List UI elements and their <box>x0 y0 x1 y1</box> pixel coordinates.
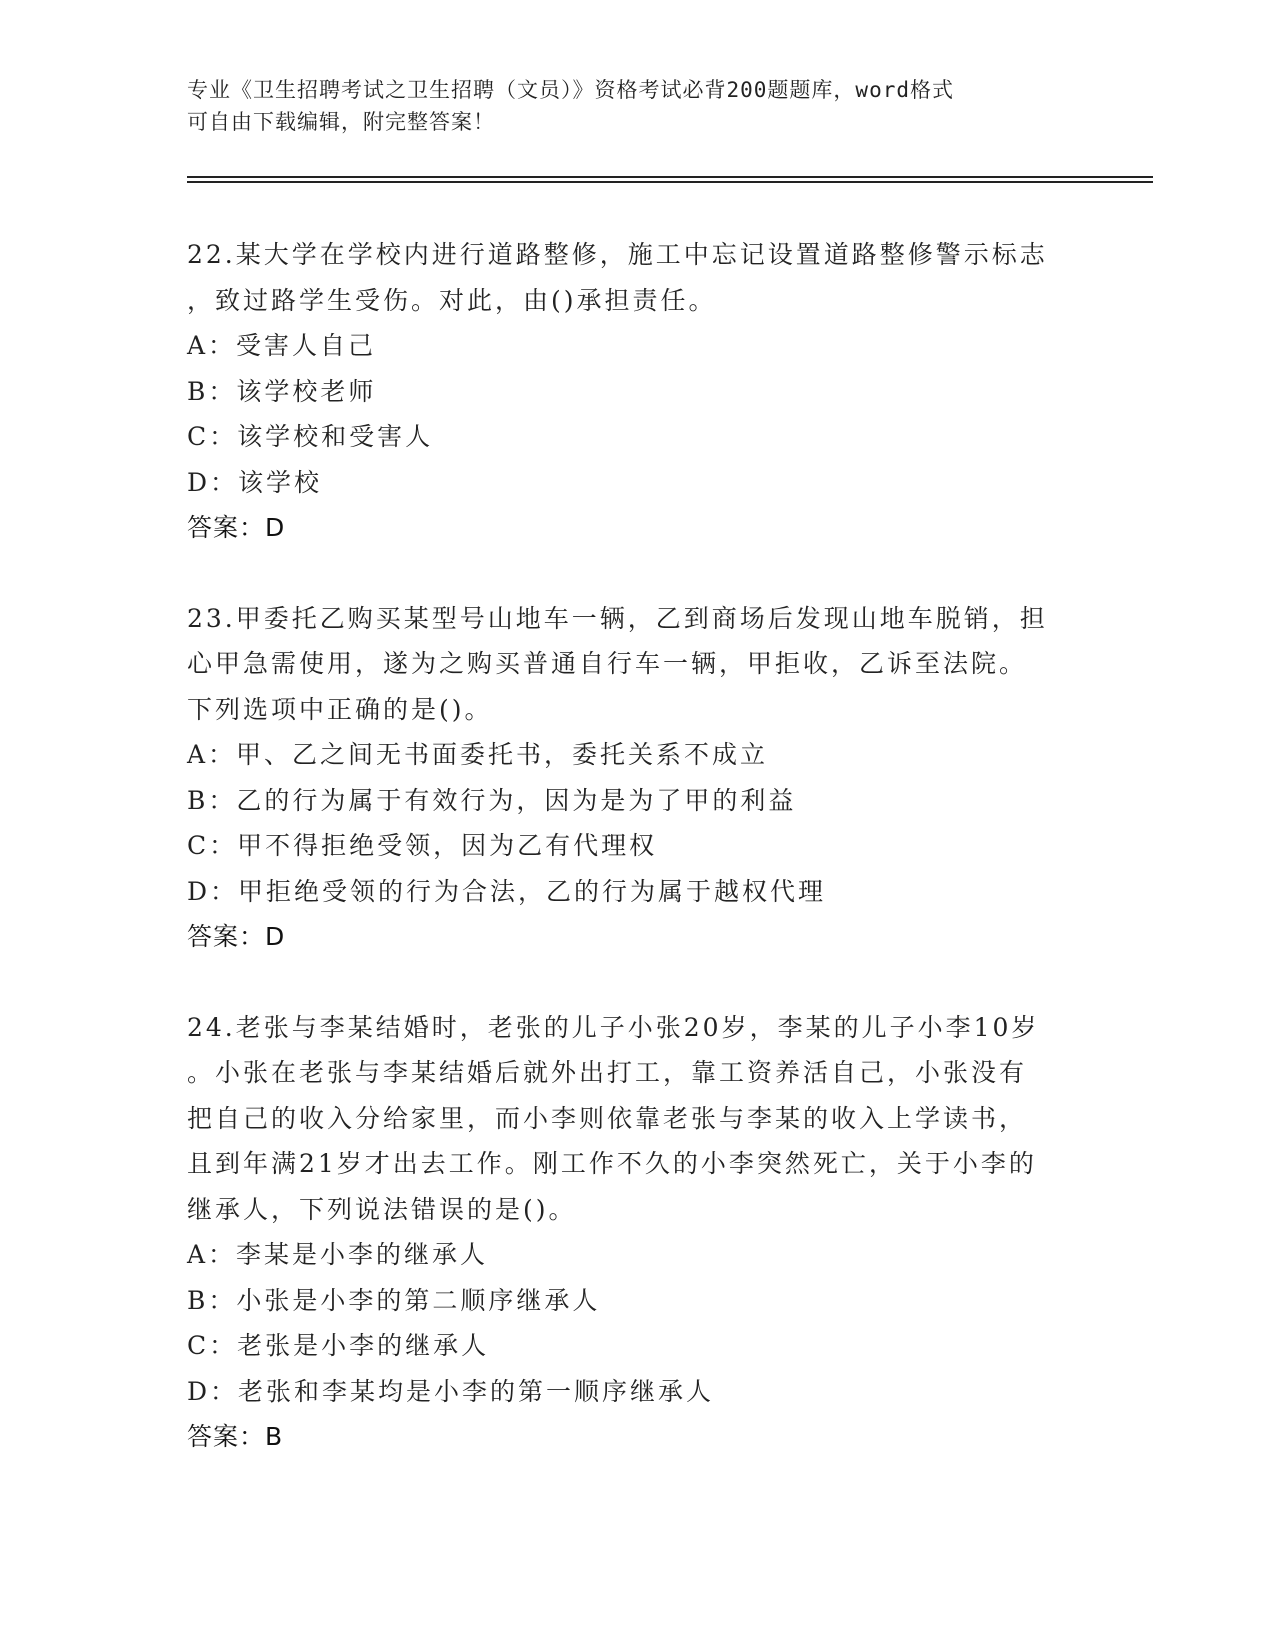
option-c: C：该学校和受害人 <box>187 422 434 451</box>
header-line-1: 专业《卫生招聘考试之卫生招聘（文员）》资格考试必背200题题库，word格式 <box>187 78 954 102</box>
header-divider-bottom <box>187 181 1153 183</box>
question-stem-line: ，致过路学生受伤。对此，由()承担责任。 <box>187 285 717 315</box>
question-22 <box>187 232 1087 551</box>
option-a: A：李某是小李的继承人 <box>187 1240 489 1269</box>
question-stem-line: 。小张在老张与李某结婚后就外出打工，靠工资养活自己，小张没有 <box>187 1058 1028 1087</box>
answer-label: 答案：D <box>187 513 286 542</box>
answer-label: 答案：D <box>187 922 286 951</box>
question-24 <box>187 1005 1087 1460</box>
question-list <box>187 232 1087 1505</box>
option-a: A：甲、乙之间无书面委托书，委托关系不成立 <box>187 740 769 769</box>
option-d: D：老张和李某均是小李的第一顺序继承人 <box>187 1376 715 1406</box>
question-stem-line: 继承人，下列说法错误的是()。 <box>187 1194 577 1224</box>
option-d: D：甲拒绝受领的行为合法，乙的行为属于越权代理 <box>187 876 827 906</box>
question-stem-line: 22.某大学在学校内进行道路整修，施工中忘记设置道路整修警示标志 <box>187 240 1048 269</box>
question-stem-line: 24.老张与李某结婚时，老张的儿子小张20岁，李某的儿子小李10岁 <box>187 1012 1040 1042</box>
question-stem-line: 且到年满21岁才出去工作。刚工作不久的小李突然死亡，关于小李的 <box>187 1149 1037 1178</box>
option-c: C：老张是小李的继承人 <box>187 1331 490 1360</box>
option-d: D：该学校 <box>187 467 323 497</box>
option-b: B：该学校老师 <box>187 376 377 406</box>
header-line-2: 可自由下载编辑，附完整答案！ <box>187 110 495 134</box>
answer-label: 答案：B <box>187 1422 284 1451</box>
question-stem-line: 下列选项中正确的是()。 <box>187 694 493 724</box>
question-23 <box>187 596 1087 960</box>
option-c: C：甲不得拒绝受领，因为乙有代理权 <box>187 831 658 860</box>
question-stem-line: 23.甲委托乙购买某型号山地车一辆，乙到商场后发现山地车脱销，担 <box>187 603 1048 633</box>
document-header <box>187 74 1067 138</box>
question-stem-line: 把自己的收入分给家里，而小李则依靠老张与李某的收入上学读书， <box>187 1103 1028 1133</box>
option-b: B：小张是小李的第二顺序继承人 <box>187 1285 601 1315</box>
option-b: B：乙的行为属于有效行为，因为是为了甲的利益 <box>187 785 797 815</box>
option-a: A：受害人自己 <box>187 331 377 360</box>
header-divider-top <box>187 176 1153 178</box>
question-stem-line: 心甲急需使用，遂为之购买普通自行车一辆，甲拒收，乙诉至法院。 <box>187 649 1028 678</box>
